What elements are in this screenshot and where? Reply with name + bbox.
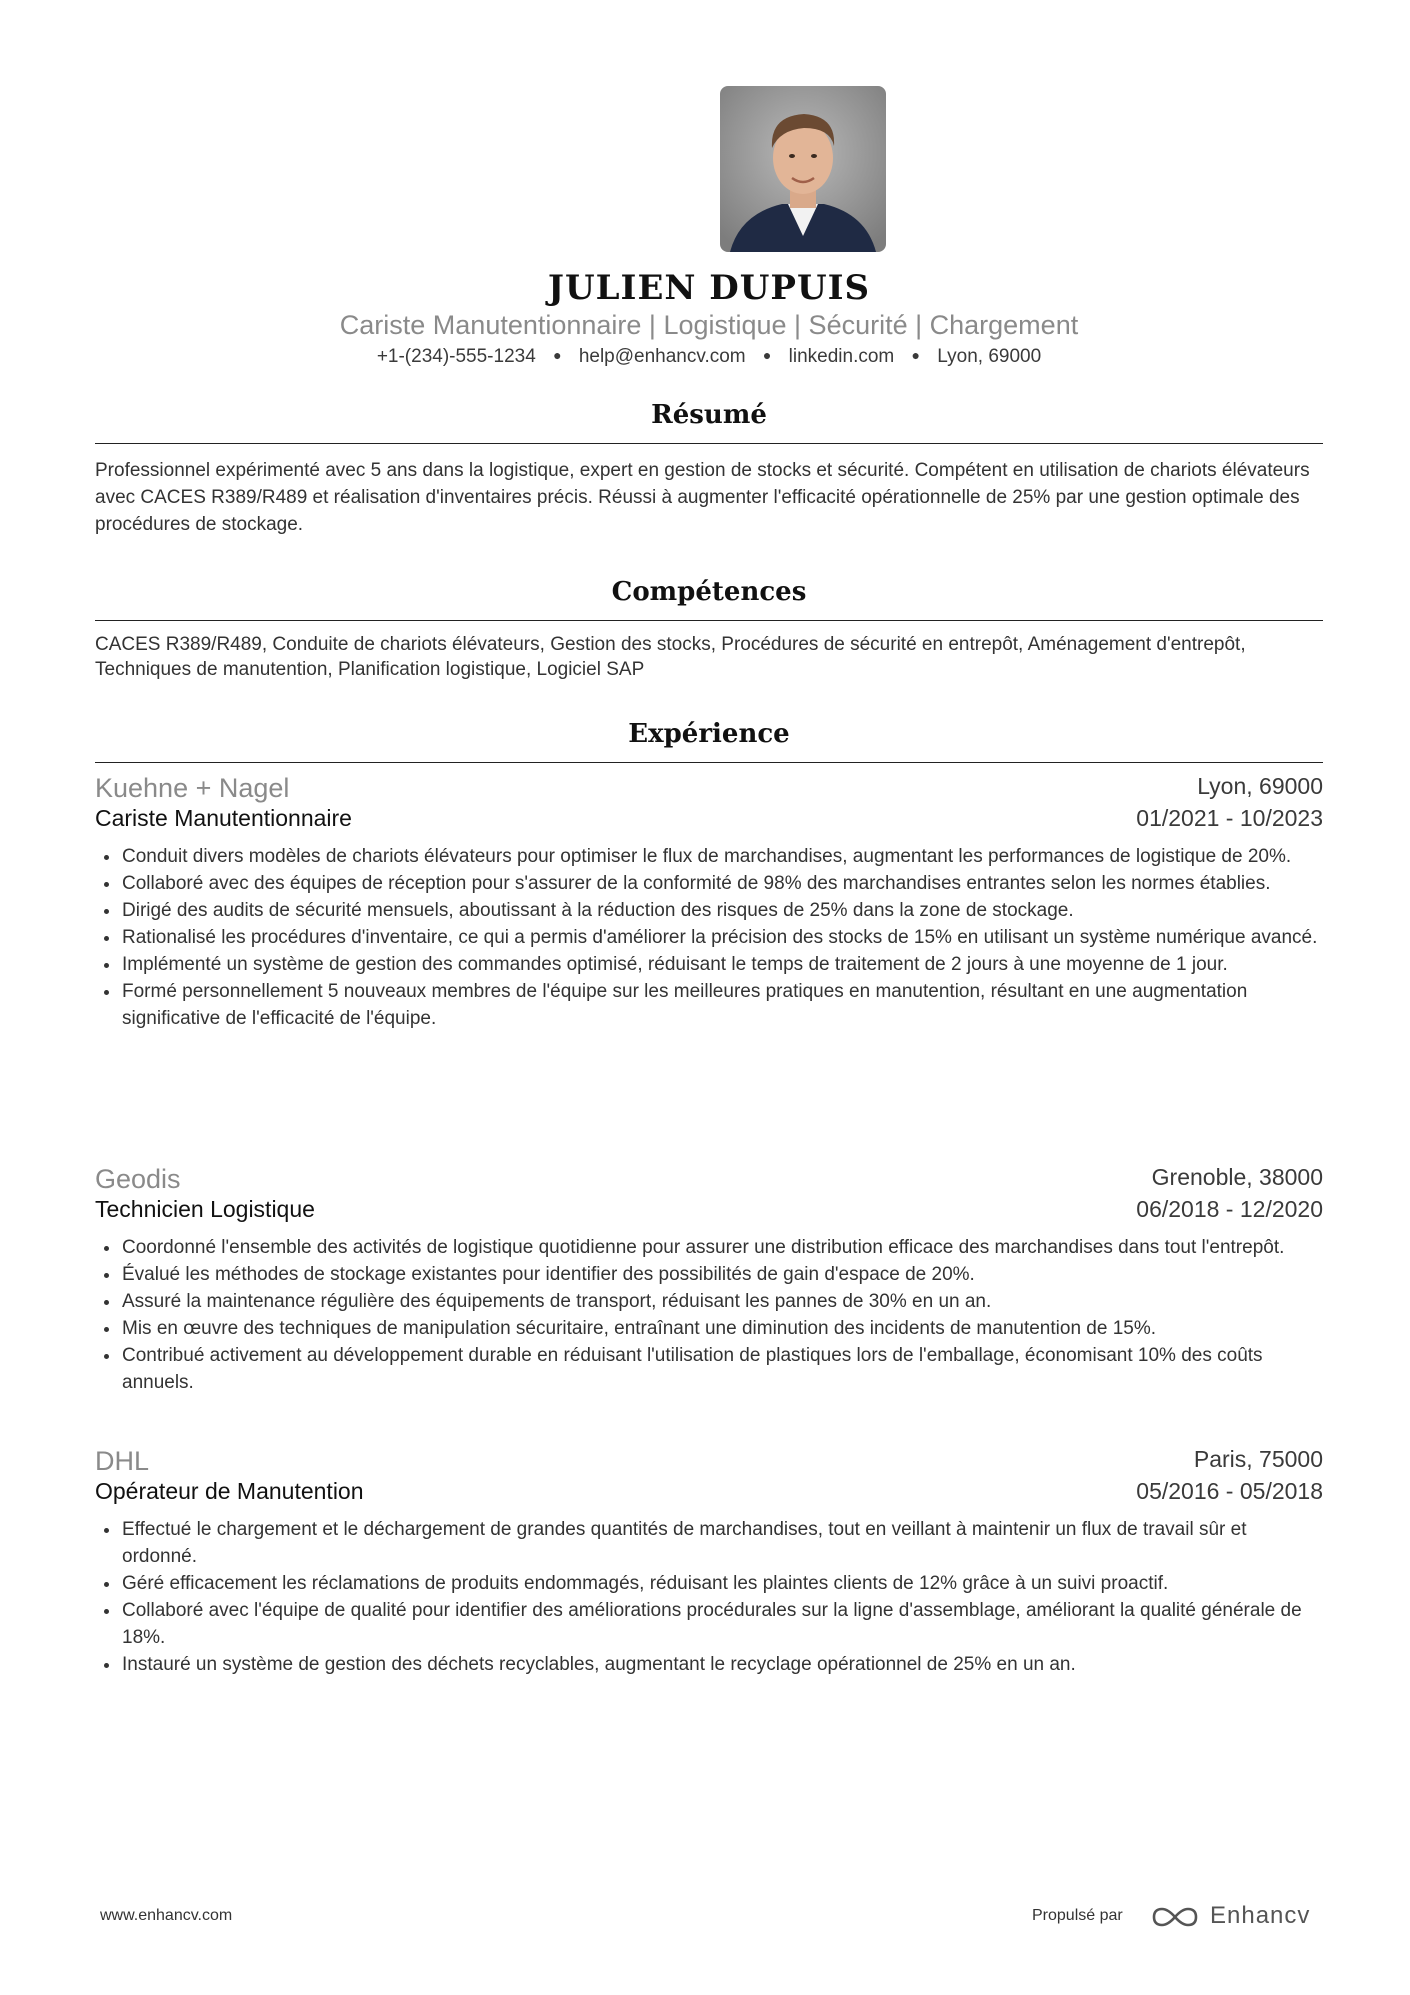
headline: Cariste Manutentionnaire | Logistique | Sécurité | Chargement [339,310,1079,340]
separator-dot: ● [553,347,562,363]
job-title: Technicien Logistique [95,1196,315,1222]
experience-entry [95,1446,1323,1678]
email[interactable]: help@enhancv.com [578,346,746,367]
list-item: Formé personnellement 5 nouveaux membres de l'équipe sur les meilleures pratiques en manutention, résultant en une augmentation significative de l'efficacité de l'équipe. [122,978,1323,1032]
section-divider [95,620,1323,621]
list-item: Collaboré avec l'équipe de qualité pour identifier des améliorations procédurales sur la ligne d'assemblage, améliorant la qualité générale de 18%. [122,1597,1323,1651]
list-item: Effectué le chargement et le déchargement de grandes quantités de marchandises, tout en veillant à maintenir un flux de travail sûr et ordonné. [122,1516,1323,1570]
list-item: Évalué les méthodes de stockage existantes pour identifier des possibilités de gain d'espace de 20%. [122,1261,1323,1288]
job-dates: 05/2016 - 05/2018 [1136,1478,1323,1504]
job-title: Opérateur de Manutention [95,1478,364,1504]
section-divider [95,443,1323,444]
candidate-name: JULIEN DUPUIS [547,268,871,308]
list-item: Instauré un système de gestion des déchets recyclables, augmentant le recyclage opérationnel de 25% en un an. [122,1651,1323,1678]
enhancv-logo-icon [1150,1905,1200,1929]
list-item: Géré efficacement les réclamations de produits endommagés, réduisant les plaintes clients de 12% grâce à un suivi proactif. [122,1570,1323,1597]
footer-branding [1032,1900,1332,1932]
experience-entry [95,1164,1323,1396]
list-item: Mis en œuvre des techniques de manipulation sécuritaire, entraînant une diminution des incidents de manutention de 15%. [122,1315,1323,1342]
job-bullets [95,843,1323,1032]
job-location: Grenoble, 38000 [1151,1164,1323,1190]
job-title: Cariste Manutentionnaire [95,805,352,831]
avatar [720,86,886,252]
summary-text: Professionnel expérimenté avec 5 ans dans la logistique, expert en gestion de stocks et sécurité. Compétent en utilisation de chariots élévateurs avec CACES R389/R489 et réalisation d'inventaires précis. Réussi à augmenter l'efficacité opérationnelle de 25% par une gestion optimale des procédures de stockage. [95,460,1310,535]
job-dates: 06/2018 - 12/2020 [1136,1196,1323,1222]
list-item: Contribué activement au développement durable en réduisant l'utilisation de plastiques lors de l'emballage, économisant 10% des coûts annuels. [122,1342,1323,1396]
skills-text: CACES R389/R489, Conduite de chariots élévateurs, Gestion des stocks, Procédures de sécurité en entrepôt, Aménagement d'entrepôt, Techniques de manutention, Planification logistique, Logiciel SAP [95,634,1246,680]
location: Lyon, 69000 [937,346,1042,367]
summary-title: Résumé [651,400,767,430]
job-bullets [95,1516,1323,1678]
job-dates: 01/2021 - 10/2023 [1136,805,1323,831]
list-item: Dirigé des audits de sécurité mensuels, aboutissant à la réduction des risques de 25% dans la zone de stockage. [122,897,1323,924]
footer-website[interactable]: www.enhancv.com [100,1907,233,1924]
list-item: Rationalisé les procédures d'inventaire, ce qui a permis d'améliorer la précision des stocks de 15% en utilisant un système numérique avancé. [122,924,1323,951]
company-name: Kuehne + Nagel [95,773,290,803]
skills-title: Compétences [611,577,807,607]
phone: +1-(234)-555-1234 [376,346,536,367]
powered-by-label: Propulsé par [1032,1907,1123,1924]
profile-photo [720,86,886,252]
linkedin[interactable]: linkedin.com [788,346,895,367]
enhancv-brand: Enhancv [1210,1902,1311,1929]
experience-entry [95,773,1323,1032]
list-item: Conduit divers modèles de chariots élévateurs pour optimiser le flux de marchandises, augmentant les performances de logistique de 20%. [122,843,1323,870]
separator-dot: ● [762,347,772,363]
company-name: Geodis [95,1164,181,1194]
company-name: DHL [95,1446,150,1476]
job-location: Lyon, 69000 [1197,773,1323,799]
job-bullets [95,1234,1323,1396]
list-item: Collaboré avec des équipes de réception pour s'assurer de la conformité de 98% des marchandises entrantes selon les normes établies. [122,870,1323,897]
list-item: Assuré la maintenance régulière des équipements de transport, réduisant les pannes de 30% en un an. [122,1288,1323,1315]
experience-title: Expérience [628,719,790,749]
contact-line [95,346,1323,368]
list-item: Implémenté un système de gestion des commandes optimisé, réduisant le temps de traitement de 2 jours à une moyenne de 1 jour. [122,951,1323,978]
job-location: Paris, 75000 [1193,1446,1323,1472]
separator-dot: ● [911,347,921,363]
section-divider [95,762,1323,763]
list-item: Coordonné l'ensemble des activités de logistique quotidienne pour assurer une distribution efficace des marchandises dans tout l'entrepôt. [122,1234,1323,1261]
